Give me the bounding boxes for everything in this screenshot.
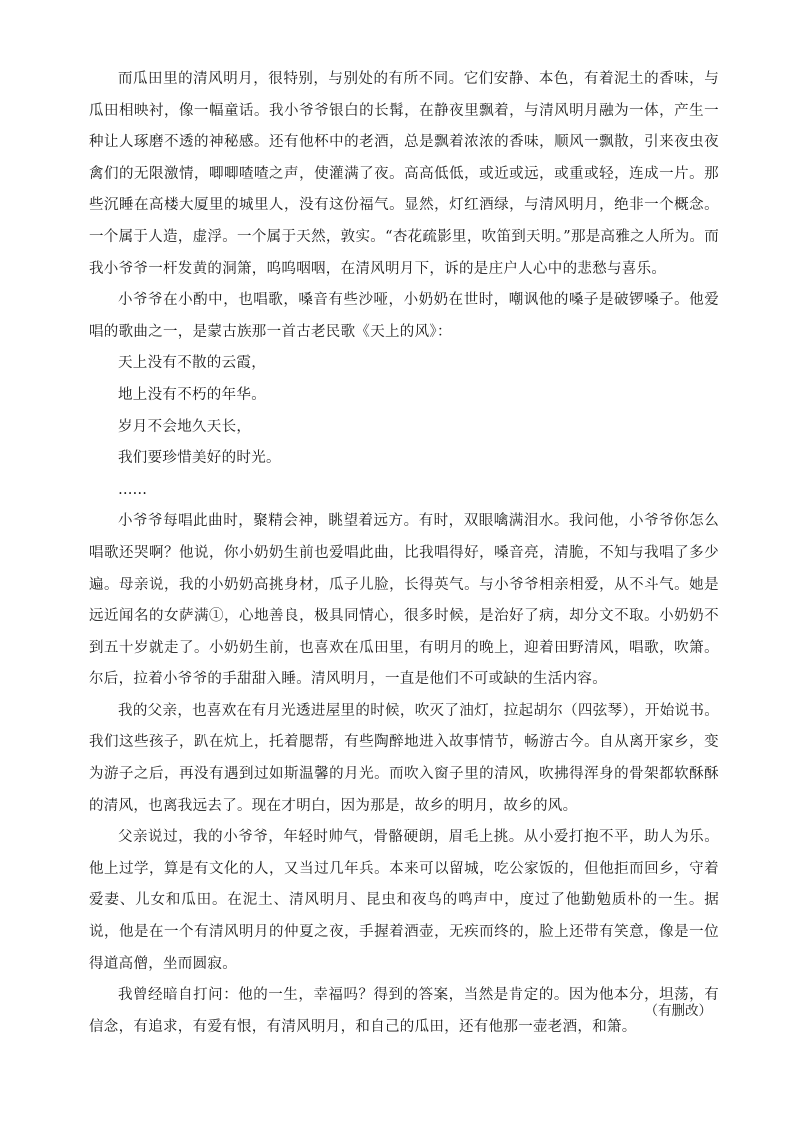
paragraph: 小爷爷在小酌中，也唱歌，嗓音有些沙哑，小奶奶在世时，嘲讽他的嗓子是破锣嗓子。他爱唱的歌曲之一，是蒙古族那一首古老民歌《天上的风》： xyxy=(89,292,719,340)
source-note: （有删改） xyxy=(644,1003,712,1019)
article-body xyxy=(89,64,719,1043)
paragraph: 我的父亲，也喜欢在有月光透进屋里的时候，吹灭了油灯，拉起胡尔（四弦琴），开始说书。我们这些孩子，趴在炕上，托着腮帮，有些陶醉地进入故事情节，畅游古今。自从离开家乡，变为游子之后，再没有遇到过如斯温馨的月光。而吹入窗子里的清风，吹拂得浑身的骨架都软酥酥的清风，也离我远去了。现在才明白，因为那是，故乡的明月，故乡的风。 xyxy=(89,702,719,814)
paragraph: 我曾经暗自打问：他的一生，幸福吗？得到的答案，当然是肯定的。因为他本分，坦荡，有信念，有追求，有爱有恨，有清风明月，和自己的瓜田，还有他那一壶老酒，和箫。 xyxy=(89,987,719,1035)
paragraph: 小爷爷每唱此曲时，聚精会神，眺望着远方。有时，双眼噙满泪水。我问他，小爷爷你怎么唱歌还哭啊？他说，你小奶奶生前也爱唱此曲，比我唱得好，嗓音亮，清脆，不知与我唱了多少遍。母亲说，我的小奶奶高挑身材，瓜子儿脸，长得英气。与小爷爷相亲相爱，从不斗气。她是远近闻名的女萨满①，心地善良，极具同情心，很多时候，是治好了病，却分文不取。小奶奶不到五十岁就走了。小奶奶生前，也喜欢在瓜田里，有明月的晚上，迎着田野清风，唱歌，吹箫。尔后，拉着小爷爷的手甜甜入睡。清风明月，一直是他们不可或缺的生活内容。 xyxy=(89,513,719,688)
paragraph: 而瓜田里的清风明月，很特别，与别处的有所不同。它们安静、本色，有着泥土的香味，与瓜田相映衬，像一幅童话。我小爷爷银白的长髯，在静夜里飘着，与清风明月融为一体，产生一种让人琢磨不透的神秘感。还有他杯中的老酒，总是飘着浓浓的香味，顺风一飘散，引来夜虫夜禽们的无限激情，唧唧喳喳之声，使灌满了夜。高高低低，或近或远，或重或轻，连成一片。那些沉睡在高楼大厦里的城里人，没有这份福气。显然，灯红酒绿，与清风明月，绝非一个概念。一个属于人造，虚浮。一个属于天然，敦实。“杏花疏影里，吹笛到天明。”那是高雅之人所为。而我小爷爷一杆发黄的洞箫，呜呜咽咽，在清风明月下，诉的是庄户人心中的悲愁与喜乐。 xyxy=(89,71,719,277)
poem-line: 天上没有不散的云霞， xyxy=(118,355,266,372)
poem-line: 我们要珍惜美好的时光。 xyxy=(118,450,281,467)
poem-line: 岁月不会地久天长， xyxy=(118,418,252,435)
poem-line: 地上没有不朽的年华。 xyxy=(118,386,266,403)
paragraph: 父亲说过，我的小爷爷，年轻时帅气，骨骼硬朗，眉毛上挑。从小爱打抱不平，助人为乐。他上过学，算是有文化的人，又当过几年兵。本来可以留城，吃公家饭的，但他拒而回乡，守着爱妻、儿女和瓜田。在泥土、清风明月、昆虫和夜鸟的鸣声中，度过了他勤勉质朴的一生。据说，他是在一个有清风明月的仲夏之夜，手握着酒壶，无疾而终的，脸上还带有笑意，像是一位得道高僧，坐而圆寂。 xyxy=(89,829,719,972)
poem-ellipsis: …… xyxy=(118,481,147,498)
